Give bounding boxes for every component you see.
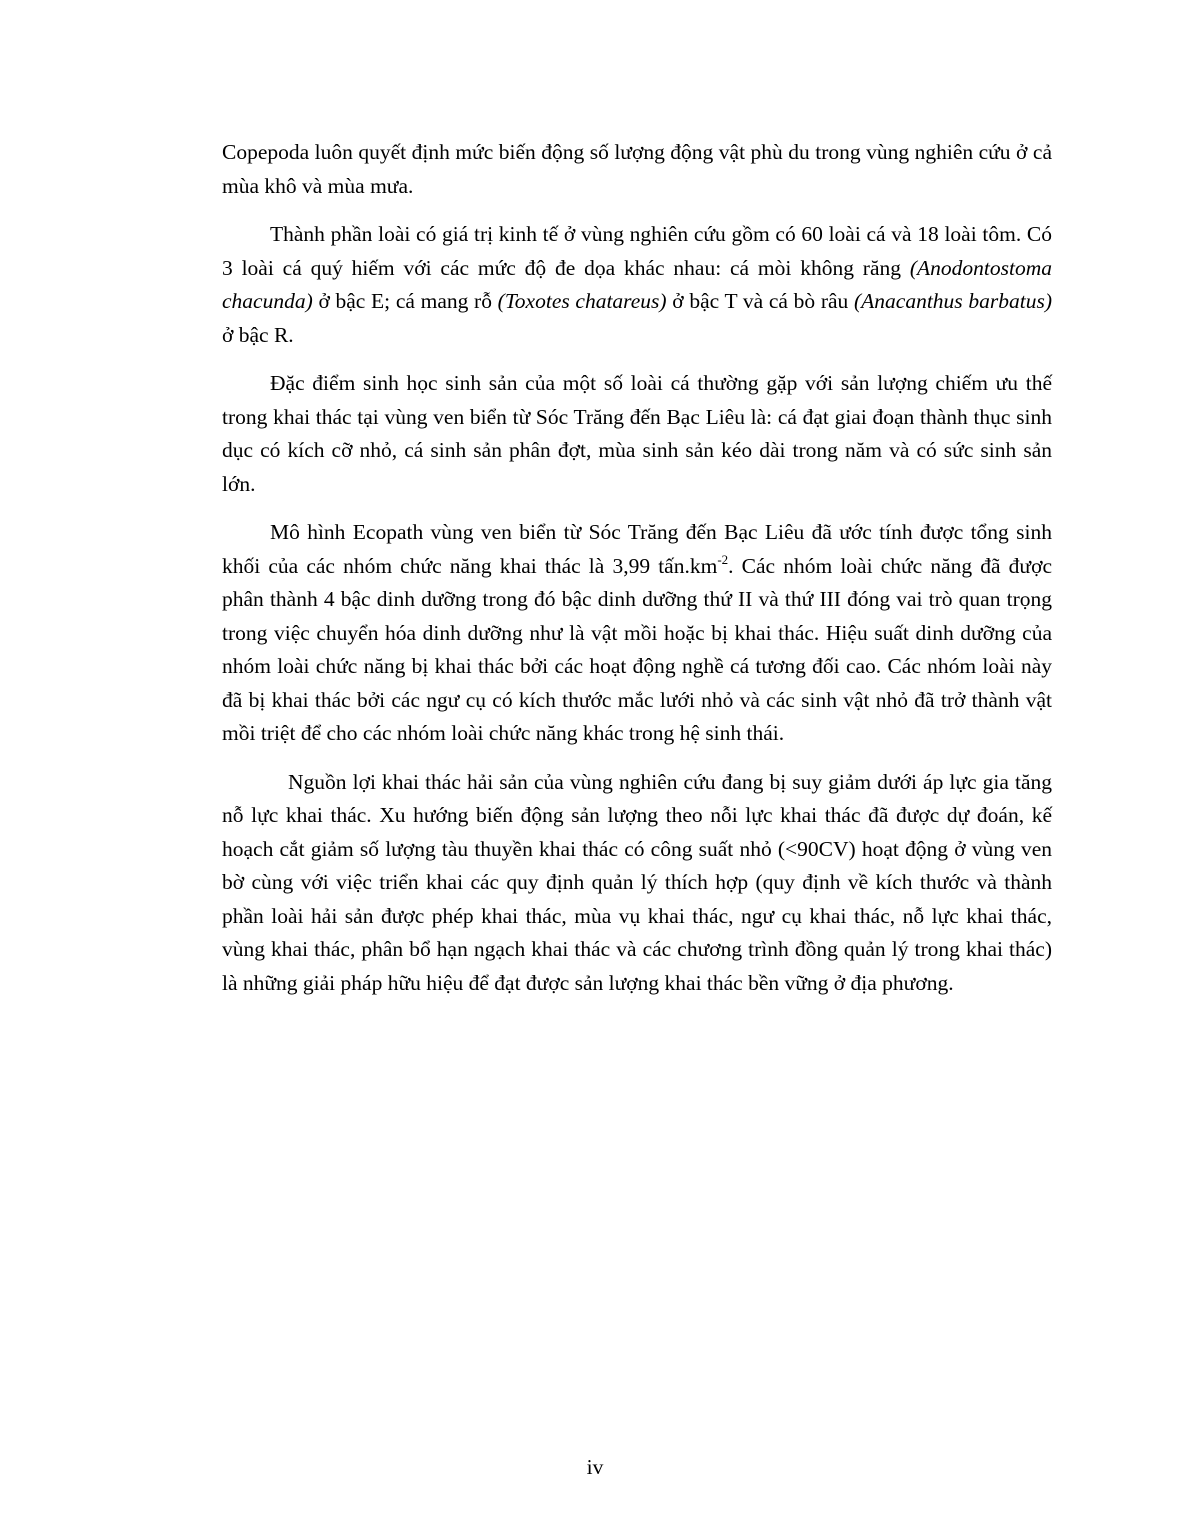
species-name: (Toxotes chatareus) bbox=[497, 289, 667, 313]
paragraph-resources bbox=[222, 766, 1052, 1001]
paragraph-text: Đặc điểm sinh học sinh sản của một số loài cá thường gặp với sản lượng chiếm ưu thế trong khai thác tại vùng ven biển từ Sóc Trăng đến Bạc Liêu là: cá đạt giai đoạn thành thục sinh dục có kích cỡ nhỏ, cá sinh sản phân đợt, mùa sinh sản kéo dài trong năm và có sức sinh sản lớn. bbox=[222, 371, 1052, 496]
species-name: (Anodontostoma chacunda) bbox=[222, 255, 1052, 313]
paragraph-text-part: . Các nhóm loài chức năng đã được phân thành 4 bậc dinh dưỡng trong đó bậc dinh dưỡng thứ II và thứ III đóng vai trò quan trọng trong việc chuyển hóa dinh dưỡng như là vật mồi hoặc bị khai thác. Hiệu suất dinh dưỡng của nhóm loài chức năng bị khai thác bởi các hoạt động nghề cá tương đối cao. Các nhóm loài này đã bị khai thác bởi các ngư cụ có kích thước mắc lưới nhỏ và các sinh vật nhỏ đã trở thành vật mồi triệt để cho các nhóm loài chức năng khác trong hệ sinh thái. bbox=[222, 553, 1052, 745]
paragraph-text-part: Mô hình Ecopath vùng ven biển từ Sóc Trăng đến Bạc Liêu đã ước tính được tổng sinh khối của các nhóm chức năng khai thác là 3,99 tấn.km bbox=[222, 520, 1052, 578]
paragraph-text-part: ở bậc E; cá mang rỗ bbox=[312, 289, 498, 313]
paragraph-text-part: Thành phần loài có giá trị kinh tế ở vùng nghiên cứu gồm có 60 loài cá và 18 loài tôm. Có 3 loài cá quý hiếm với các mức độ đe dọa khác nhau: cá mòi không răng bbox=[222, 222, 1052, 280]
superscript: -2 bbox=[717, 551, 729, 567]
species-name: (Anacanthus barbatus) bbox=[854, 289, 1052, 313]
paragraph-text: Copepoda luôn quyết định mức biến động số lượng động vật phù du trong vùng nghiên cứu ở cả mùa khô và mùa mưa. bbox=[222, 140, 1052, 198]
paragraph-text-part: ở bậc T và cá bò râu bbox=[666, 289, 854, 313]
page-number: iv bbox=[586, 1455, 604, 1479]
paragraph-text: Nguồn lợi khai thác hải sản của vùng nghiên cứu đang bị suy giảm dưới áp lực gia tăng nỗ lực khai thác. Xu hướng biến động sản lượng theo nỗi lực khai thác đã được dự đoán, kế hoạch cắt giảm số lượng tàu thuyền khai thác có công suất nhỏ (<90CV) hoạt động ở vùng ven bờ cùng với việc triển khai các quy định quản lý thích hợp (quy định về kích thước và thành phần loài hải sản được phép khai thác, mùa vụ khai thác, ngư cụ khai thác, nỗ lực khai thác, vùng khai thác, phân bổ hạn ngạch khai thác và các chương trình đồng quản lý trong khai thác) là những giải pháp hữu hiệu để đạt được sản lượng khai thác bền vững ở địa phương. bbox=[222, 769, 1052, 995]
page-body bbox=[222, 136, 1052, 1015]
paragraph-economic-species bbox=[222, 218, 1052, 352]
paragraph-ecopath bbox=[222, 516, 1052, 751]
paragraph-reproduction bbox=[222, 367, 1052, 501]
paragraph-copepoda bbox=[222, 136, 1052, 203]
paragraph-text-part: ở bậc R. bbox=[222, 322, 294, 347]
